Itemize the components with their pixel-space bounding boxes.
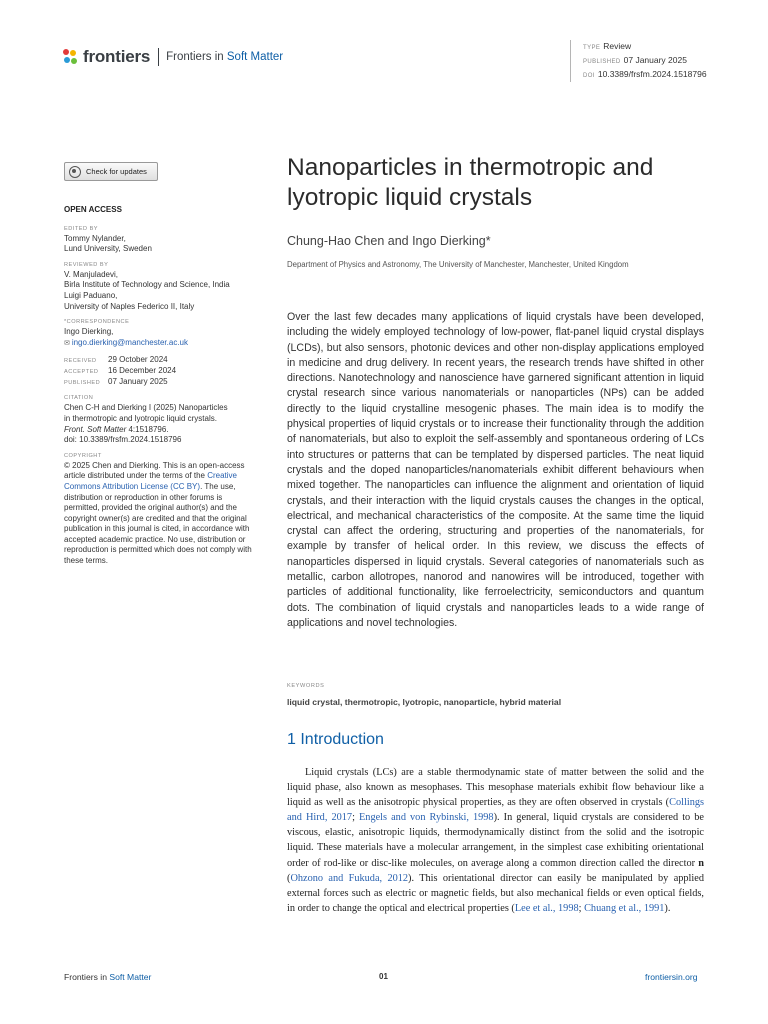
abstract: Over the last few decades many applications of liquid crystals have been developed, including the widely employed technology of low-power, flat-panel liquid crystal displays (LCDs), but also sensors, photonic devices and other non-display applications employed in medicine and drug delivery. In recent years, the research trends have shifted in other directions. Nanotechnology and nanoscience have garnered significant attention in liquid crystal research since various nanomaterials or nanoparticles (NPs) can be added directly to the liquid crystalline mesogenic phases. The main idea is to modify the physical properties of liquid crystals or to increase their functionality through the addition of nanomaterials, but also to exploit the self-assembly and spontaneous ordering of LCs into structures or patterns that can be templated by dispersed particles. The neat liquid crystals and the doped nanoparticles/nanomaterials exhibit different behaviours when mixed together. The nanoparticles can influence the alignment and orientation of liquid crystals, and their interaction with the liquid crystals causes the changes in the optical, electrical, and mechanical characteristics of the composite. At the same time the liquid crystal can affect the ordering, structuring and properties of the nanomaterials, for example by transfer of helical order. In this review, we discuss the effects of nanoparticles dispersed in liquid crystals. Several categories of nanomaterials such as metallic, carbon allotropes, nanorod and nanowires will be introduced, together with particles of additional functionality, like ferroelectricity, semiconductors and quantum dots. The combination of liquid crystals and nanoparticles leads to a wide range of applications and novel technologies. <box>287 311 704 629</box>
page-number: 01 <box>379 972 388 981</box>
frontiers-logo-icon <box>63 49 79 65</box>
author-affiliation: Department of Physics and Astronomy, The University of Manchester, Manchester, United Kingdom <box>287 260 629 269</box>
dates-section: RECEIVED 29 October 2024 ACCEPTED 16 December 2024 PUBLISHED 07 January 2025 <box>64 355 177 387</box>
section-heading-introduction: 1 Introduction <box>287 731 384 748</box>
brand-name: frontiers <box>83 47 151 66</box>
article-type: Review <box>603 41 632 51</box>
citation-link[interactable]: Engels and von Rybinski, 1998 <box>359 812 494 824</box>
frontiers-logo[interactable] <box>63 47 283 67</box>
citation-link[interactable]: Collings and Hird, 2017 <box>287 797 704 824</box>
citation-link[interactable]: Lee et al., 1998 <box>514 902 579 914</box>
email-icon: ✉ <box>64 339 72 347</box>
cc-by-license-link[interactable]: Creative Commons Attribution License (CC BY) <box>64 471 237 491</box>
header-divider <box>158 48 159 66</box>
check-for-updates-label: Check for updates <box>86 167 147 176</box>
footer-journal: Frontiers in Soft Matter <box>64 972 152 982</box>
check-updates-icon <box>69 166 81 178</box>
citation-link[interactable]: Chuang et al., 1991 <box>584 902 665 914</box>
check-for-updates-button[interactable] <box>64 162 158 181</box>
published-date: 07 January 2025 <box>623 55 687 65</box>
sidebar <box>64 205 264 573</box>
open-access-label: OPEN ACCESS <box>64 205 122 214</box>
citation-section: CITATION Chen C-H and Dierking I (2025) Nanoparticles in thermotropic and lyotropic liquid crystals. Front. Soft Matter 4:1518796. doi: 10.3389/frsfm.2024.1518796 <box>64 395 228 445</box>
reviewed-by-section: REVIEWED BY V. Manjuladevi, Birla Institute of Technology and Science, India Luigi Paduano, University of Naples Federico II, Italy <box>64 261 230 311</box>
correspondence-section: *CORRESPONDENCE Ingo Dierking, ✉ ingo.dierking@manchester.ac.uk <box>64 319 188 347</box>
article-authors: Chung-Hao Chen and Ingo Dierking* <box>287 234 491 248</box>
footer-site-link[interactable]: frontiersin.org <box>645 972 698 982</box>
journal-name: Frontiers in Soft Matter <box>166 51 284 63</box>
edited-by-section: EDITED BY Tommy Nylander, Lund University, Sweden <box>64 225 152 254</box>
article-meta: TYPE Review PUBLISHED 07 January 2025 DOI 10.3389/frsfm.2024.1518796 <box>570 40 707 82</box>
correspondence-email-link[interactable]: ingo.dierking@manchester.ac.uk <box>71 337 188 347</box>
keywords-label: KEYWORDS <box>287 683 325 689</box>
copyright-section: COPYRIGHT © 2025 Chen and Dierking. This is an open-access article distributed under the terms of the Creative Commons Attribution License (CC BY). The use, distribution or reproduction in other forums is permitted, provided the original author(s) and the copyright owner(s) are credited and that the original publication in this journal is cited, in accordance with accepted academic practice. No use, distribution or reproduction is permitted which does not comply with these terms. <box>64 452 252 566</box>
doi: 10.3389/frsfm.2024.1518796 <box>597 69 707 79</box>
introduction-paragraph: Liquid crystals (LCs) are a stable thermodynamic state of matter between the solid and the liquid phase, also known as mesophases. This mesophase materials exhibit flow behaviour like a liquid as well as the anisotropic physical properties, as they are often observed in crystals (Collings and Hird, 2017; Engels and von Rybinski, 1998). In general, liquid crystals are considered to be viscous, elastic, anisotropic liquids, thermodynamically distinct from the solid and the isotropic liquid. These materials have a molecular arrangement, in the simplest case exhibiting orientational order of rod-like or disc-like molecules, on average along a common direction called the director n (Ohzono and Fukuda, 2012). This orientational director can easily be manipulated by applied external forces such as electric or magnetic fields, but also mechanical fields or even optical fields, in order to change the optical and electrical properties (Lee et al., 1998; Chuang et al., 1991). <box>287 767 704 914</box>
keywords: liquid crystal, thermotropic, lyotropic, nanoparticle, hybrid material <box>287 697 562 707</box>
citation-link[interactable]: Ohzono and Fukuda, 2012 <box>290 872 409 884</box>
article-title: Nanoparticles in thermotropic and lyotropic liquid crystals <box>287 154 654 211</box>
